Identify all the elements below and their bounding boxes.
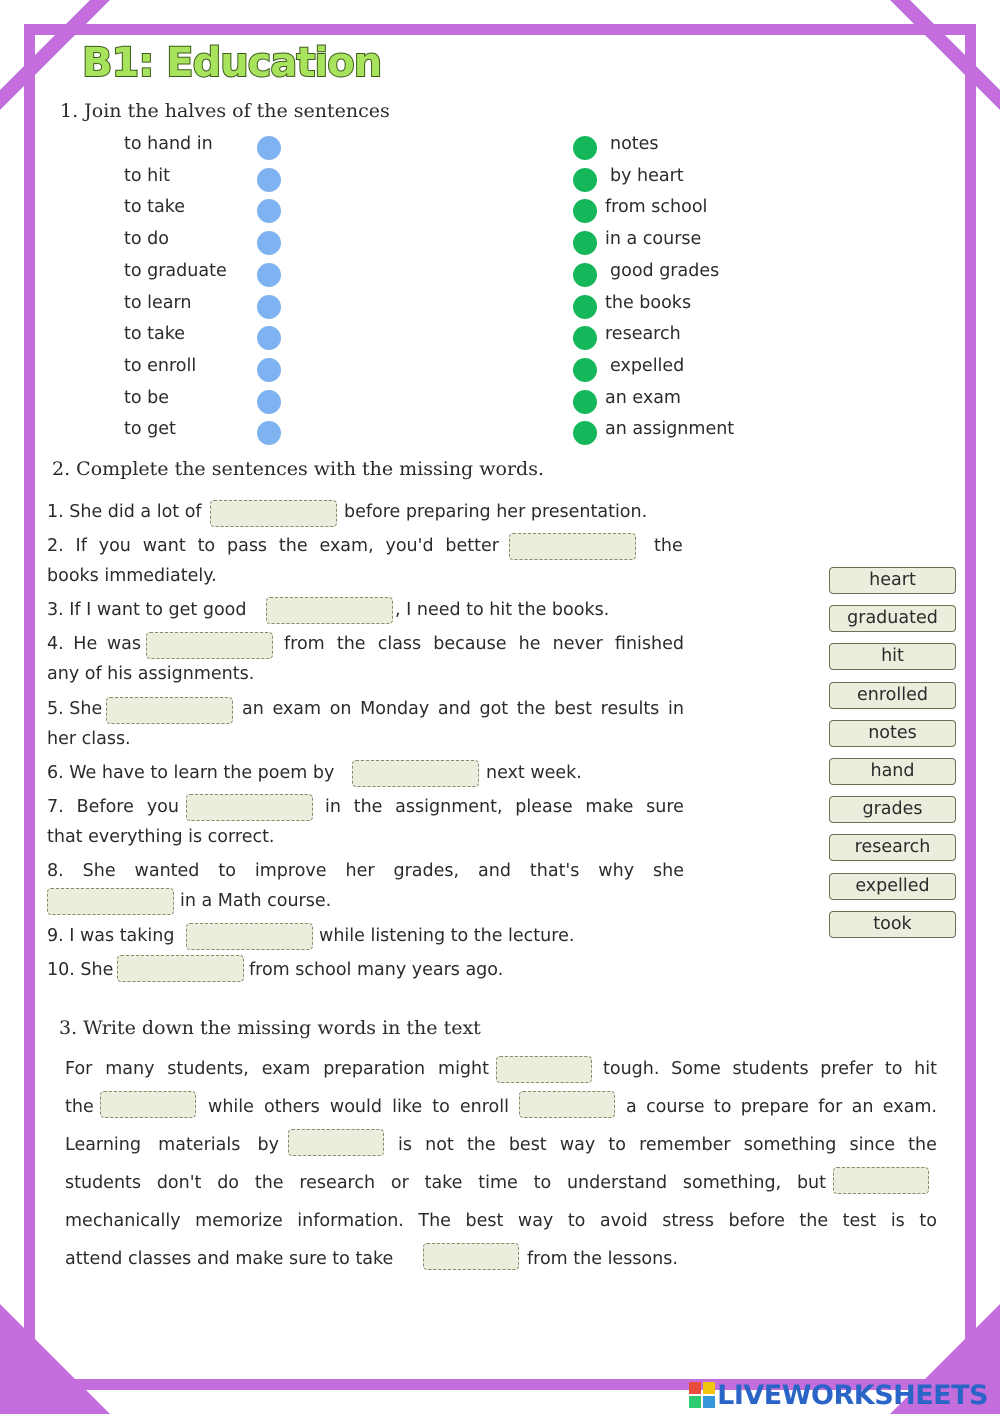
text-line-2b <box>208 1097 509 1117</box>
match-right-dot[interactable] <box>573 263 597 287</box>
sentence-8-word: She <box>82 861 116 881</box>
sentence-8-word: she <box>653 861 684 881</box>
match-right-item: research <box>605 324 681 345</box>
sentence-7-end: that everything is correct. <box>47 827 275 847</box>
sentence-5-word: the <box>516 699 546 719</box>
text-word: something, <box>682 1173 782 1193</box>
match-right-dot[interactable] <box>573 295 597 319</box>
match-right-dot[interactable] <box>573 358 597 382</box>
text-line-2c <box>626 1097 937 1117</box>
gap-sentence-4[interactable] <box>146 632 273 659</box>
sentence-4-end: any of his assignments. <box>47 664 255 684</box>
text-word: remember <box>639 1135 731 1155</box>
text-word: would <box>329 1097 382 1117</box>
sentence-2-word: you'd <box>385 536 434 556</box>
text-word: to <box>432 1097 450 1117</box>
text-line-3b <box>398 1135 937 1155</box>
text-word: preparation <box>323 1059 426 1079</box>
text-word: prefer <box>820 1059 874 1079</box>
text-word: the <box>466 1135 496 1155</box>
text-word: way <box>517 1211 554 1231</box>
gap-text-6[interactable] <box>423 1243 519 1270</box>
match-left-item: to be <box>124 387 170 408</box>
text-word: course <box>646 1097 705 1117</box>
sentence-2-word: you <box>98 536 131 556</box>
text-word: stress <box>662 1211 715 1231</box>
sentence-2-end: books immediately. <box>47 566 217 586</box>
liveworksheets-logo[interactable] <box>689 1380 988 1410</box>
sentence-8-word: and <box>478 861 511 881</box>
gap-text-2[interactable] <box>100 1091 196 1118</box>
text-word: or <box>390 1173 409 1193</box>
sentence-4-word: he <box>518 634 541 654</box>
text-word: best <box>465 1211 504 1231</box>
text-word: tough. <box>603 1059 660 1079</box>
sentence-8-end: in a Math course. <box>180 891 332 911</box>
logo-icon <box>689 1382 715 1408</box>
text-word: enroll <box>459 1097 509 1117</box>
text-word: best <box>508 1135 547 1155</box>
match-right-item: in a course <box>605 229 702 250</box>
sentence-4-word: from <box>284 634 325 654</box>
text-line-5 <box>65 1211 937 1231</box>
match-left-item: to hand in <box>124 134 213 154</box>
text-word: others <box>264 1097 320 1117</box>
text-word: is <box>398 1135 412 1155</box>
word-bank-item[interactable]: grades <box>829 796 956 823</box>
text-word: way <box>559 1135 596 1155</box>
text-word: test <box>842 1211 877 1231</box>
text-word: a <box>626 1097 637 1117</box>
sentence-4-word: never <box>552 634 603 654</box>
text-line-3a <box>65 1135 279 1155</box>
text-line-1b <box>603 1059 937 1079</box>
sentence-7-start <box>47 797 179 817</box>
match-left-dot[interactable] <box>257 295 281 319</box>
gap-text-1[interactable] <box>496 1056 592 1083</box>
gap-text-5[interactable] <box>833 1167 929 1194</box>
match-left-dot[interactable] <box>257 168 281 192</box>
section-3-heading: 3. Write down the missing words in the text <box>59 1017 481 1039</box>
word-bank-item[interactable]: enrolled <box>829 682 956 709</box>
gap-sentence-9[interactable] <box>186 923 313 950</box>
text-line-6b: from the lessons. <box>527 1249 678 1269</box>
match-left-dot[interactable] <box>257 231 281 255</box>
sentence-8-word: grades, <box>393 861 460 881</box>
sentence-5-word: in <box>667 699 684 719</box>
text-word: mechanically <box>65 1211 181 1231</box>
text-word: avoid <box>599 1211 648 1231</box>
text-word: prepare <box>740 1097 809 1117</box>
sentence-2-word: to <box>197 536 216 556</box>
sentence-7-word: sure <box>646 797 684 817</box>
sentence-9-end: while listening to the lecture. <box>319 926 575 946</box>
gap-sentence-5[interactable] <box>106 697 233 724</box>
sentence-3-end: , I need to hit the books. <box>395 600 610 620</box>
text-word: to <box>919 1211 937 1231</box>
word-bank-item[interactable]: notes <box>829 720 956 747</box>
text-word: not <box>425 1135 454 1155</box>
sentence-4-word: finished <box>614 634 684 654</box>
sentence-6-end: next week. <box>486 763 582 783</box>
match-right-item: expelled <box>610 355 685 376</box>
sentence-5-word: got <box>479 699 509 719</box>
text-word: take <box>424 1173 463 1193</box>
match-left-item: to get <box>124 419 176 440</box>
text-word: to <box>884 1059 903 1079</box>
word-bank-item[interactable]: research <box>829 834 956 861</box>
text-word: might <box>438 1059 489 1079</box>
text-word: The <box>418 1211 451 1231</box>
match-right-dot[interactable] <box>573 168 597 192</box>
match-right-dot[interactable] <box>573 231 597 255</box>
gap-sentence-8[interactable] <box>47 888 174 915</box>
text-word: by <box>257 1135 279 1155</box>
sentence-5-end: her class. <box>47 729 131 749</box>
text-word: many <box>105 1059 155 1079</box>
text-word: is <box>890 1211 905 1231</box>
sentence-4-start <box>47 634 141 654</box>
text-word: information. <box>297 1211 404 1231</box>
text-word: time <box>478 1173 518 1193</box>
text-word: the <box>799 1211 829 1231</box>
match-right-item: notes <box>610 134 659 154</box>
text-word: the <box>908 1135 937 1155</box>
text-line-2a: the <box>65 1097 94 1117</box>
sentence-2-word: better <box>445 536 499 556</box>
word-bank-item[interactable]: heart <box>829 567 956 594</box>
sentence-9-start: 9. I was taking <box>47 926 175 946</box>
sentence-7-word: make <box>585 797 634 817</box>
text-line-1a <box>65 1059 489 1079</box>
sentence-10-end: from school many years ago. <box>249 960 504 980</box>
sentence-4-word: the <box>336 634 366 654</box>
sentence-7-word: you <box>146 797 179 817</box>
match-right-dot[interactable] <box>573 326 597 350</box>
sentence-8-word: why <box>598 861 635 881</box>
gap-sentence-2[interactable] <box>509 533 636 560</box>
match-left-item: to graduate <box>124 260 227 281</box>
sentence-8-word: 8. <box>47 861 64 881</box>
match-left-item: to learn <box>124 292 192 313</box>
text-word: the <box>254 1173 284 1193</box>
sentence-2-word: want <box>142 536 186 556</box>
text-word: memorize <box>195 1211 283 1231</box>
sentence-2-word: exam, <box>319 536 374 556</box>
match-left-dot[interactable] <box>257 263 281 287</box>
sentence-2-word: pass <box>226 536 268 556</box>
sentence-8-word: that's <box>529 861 580 881</box>
match-left-dot[interactable] <box>257 390 281 414</box>
text-word: understand <box>566 1173 668 1193</box>
match-right-item: by heart <box>610 165 684 186</box>
match-right-dot[interactable] <box>573 136 597 160</box>
match-left-item: to do <box>124 229 169 250</box>
sentence-7-word: the <box>353 797 383 817</box>
sentence-8-word: wanted <box>134 861 200 881</box>
sentence-7-word: assignment, <box>395 797 503 817</box>
sentence-7-word: in <box>325 797 341 817</box>
gap-sentence-10[interactable] <box>117 955 244 982</box>
sentence-1-end: before preparing her presentation. <box>344 502 648 522</box>
match-left-dot[interactable] <box>257 326 281 350</box>
word-bank-item[interactable]: graduated <box>829 605 956 632</box>
text-word: to <box>608 1135 626 1155</box>
sentence-8-word: her <box>345 861 375 881</box>
sentence-8-start <box>47 861 684 881</box>
page-title: B1: Education <box>82 40 382 86</box>
text-line-4 <box>65 1173 826 1193</box>
gap-sentence-3[interactable] <box>266 597 393 624</box>
text-word: but <box>796 1173 826 1193</box>
text-word: before <box>728 1211 785 1231</box>
text-word: to <box>713 1097 732 1117</box>
match-left-item: to enroll <box>124 355 197 376</box>
text-word: students, <box>167 1059 249 1079</box>
sentence-4-word: because <box>433 634 507 654</box>
word-bank-item[interactable]: hand <box>829 758 956 785</box>
text-word: exam. <box>882 1097 937 1117</box>
sentence-5-word: an <box>242 699 264 719</box>
text-word: an <box>851 1097 874 1117</box>
gap-text-3[interactable] <box>519 1091 615 1118</box>
sentence-7-word: please <box>515 797 573 817</box>
sentence-8-word: improve <box>254 861 327 881</box>
text-word: For <box>65 1059 93 1079</box>
text-word: Learning <box>65 1135 141 1155</box>
text-word: do <box>217 1173 240 1193</box>
sentence-4-word: 4. <box>47 634 64 654</box>
sentence-7-word: Before <box>76 797 134 817</box>
word-bank-item[interactable]: hit <box>829 643 956 670</box>
sentence-5-mid <box>242 699 684 719</box>
section-2-heading: 2. Complete the sentences with the missing words. <box>52 458 544 480</box>
text-word: Some <box>671 1059 721 1079</box>
gap-sentence-1[interactable] <box>210 500 337 527</box>
word-bank-item[interactable]: took <box>829 911 956 938</box>
sentence-5-word: and <box>437 699 471 719</box>
match-left-dot[interactable] <box>257 136 281 160</box>
text-word: hit <box>914 1059 937 1079</box>
sentence-7-word: 7. <box>47 797 64 817</box>
text-word: for <box>818 1097 843 1117</box>
text-word: exam <box>261 1059 311 1079</box>
sentence-2-word: the <box>278 536 308 556</box>
match-right-item: an exam <box>605 387 681 408</box>
sentence-8-word: to <box>218 861 236 881</box>
match-left-item: to hit <box>124 165 170 186</box>
match-left-item: to take <box>124 324 185 345</box>
sentence-5-word: Monday <box>360 699 430 719</box>
sentence-5-word: results <box>600 699 660 719</box>
match-right-item: the books <box>605 292 692 313</box>
sentence-4-word: class <box>377 634 422 654</box>
sentence-1-start: 1. She did a lot of <box>47 502 202 522</box>
sentence-5-word: exam <box>272 699 322 719</box>
sentence-5-word: on <box>329 699 352 719</box>
sentence-5-start: 5. She <box>47 699 103 719</box>
gap-sentence-6[interactable] <box>352 760 479 787</box>
word-bank-item[interactable]: expelled <box>829 873 956 900</box>
sentence-2-word: 2. <box>47 536 64 556</box>
match-right-item: from school <box>605 197 708 218</box>
sentence-3-start: 3. If I want to get good <box>47 600 247 620</box>
text-word: something <box>743 1135 837 1155</box>
sentence-4-mid <box>284 634 684 654</box>
sentence-2-mid: the <box>654 536 683 556</box>
text-word: since <box>849 1135 895 1155</box>
sentence-4-word: He <box>73 634 98 654</box>
sentence-10-start: 10. She <box>47 960 114 980</box>
text-line-6a: attend classes and make sure to take <box>65 1249 394 1269</box>
text-word: students <box>732 1059 809 1079</box>
text-word: to <box>533 1173 552 1193</box>
text-word: to <box>567 1211 586 1231</box>
sentence-2-word: If <box>75 536 87 556</box>
text-word: research <box>299 1173 376 1193</box>
match-left-dot[interactable] <box>257 358 281 382</box>
gap-sentence-7[interactable] <box>186 794 313 821</box>
sentence-5-word: best <box>554 699 593 719</box>
sentence-4-word: was <box>106 634 141 654</box>
match-right-dot[interactable] <box>573 390 597 414</box>
sentence-2-start <box>47 536 499 556</box>
sentence-6-start: 6. We have to learn the poem by <box>47 763 335 783</box>
text-word: while <box>208 1097 254 1117</box>
match-left-item: to take <box>124 197 185 218</box>
match-right-item: an assignment <box>605 419 735 440</box>
match-right-item: good grades <box>610 260 720 281</box>
text-word: don't <box>156 1173 202 1193</box>
gap-text-4[interactable] <box>288 1129 384 1156</box>
text-word: students <box>65 1173 142 1193</box>
text-word: like <box>392 1097 423 1117</box>
logo-text: LIVEWORKSHEETS <box>717 1379 988 1411</box>
text-word: materials <box>158 1135 241 1155</box>
sentence-7-mid <box>325 797 684 817</box>
section-1-heading: 1. Join the halves of the sentences <box>60 100 390 122</box>
